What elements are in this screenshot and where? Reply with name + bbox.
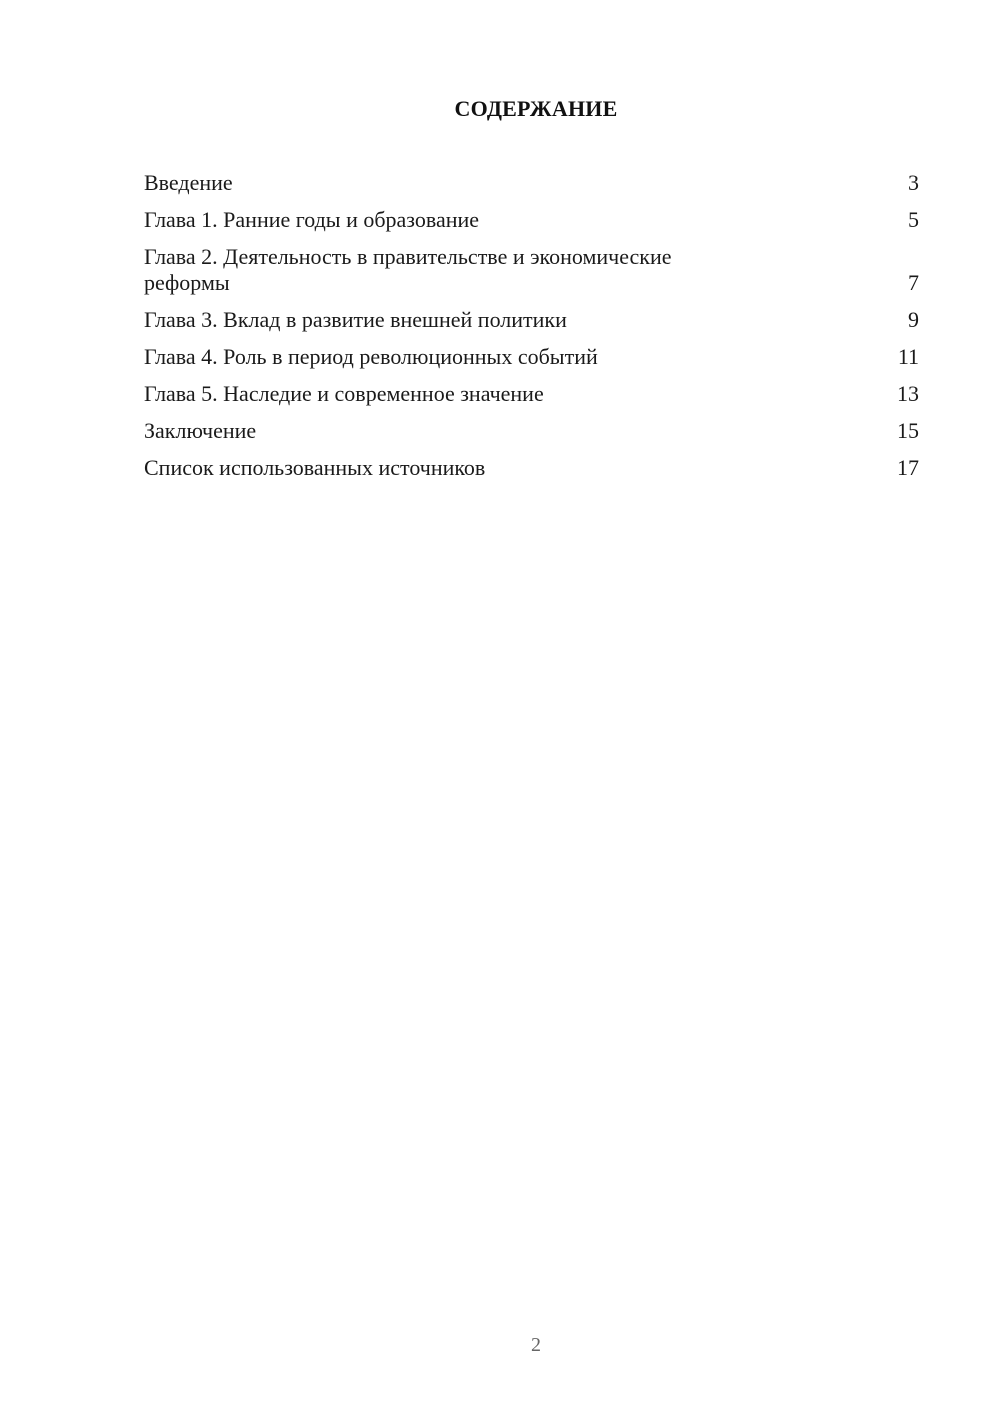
toc-entry-label: Глава 3. Вклад в развитие внешней политики <box>144 307 567 332</box>
toc-entry-page: 11 <box>897 344 919 369</box>
toc-entry-chapter-1 <box>144 207 919 233</box>
page-number: 2 <box>531 1334 541 1356</box>
toc-entry-chapter-5 <box>144 381 919 407</box>
toc-entry-label: Список использованных источников <box>144 455 486 480</box>
toc-entry-label: Глава 4. Роль в период революционных событий <box>144 344 598 369</box>
toc-entry-page: 15 <box>897 418 919 443</box>
toc-entry-page: 7 <box>908 270 919 295</box>
toc-entry-page: 3 <box>908 170 919 195</box>
toc-entry-page: 17 <box>897 455 919 480</box>
toc-entry-page: 9 <box>908 307 919 332</box>
toc-entry-label: Глава 5. Наследие и современное значение <box>144 381 544 406</box>
toc-entry-chapter-2 <box>144 244 919 296</box>
toc-entry-chapter-4 <box>144 344 919 370</box>
toc-entry-label: Глава 1. Ранние годы и образование <box>144 207 480 232</box>
toc-entry-introduction <box>144 170 919 196</box>
toc-entry-label: Введение <box>144 170 233 195</box>
toc-entry-page: 5 <box>908 207 919 232</box>
toc-entry-references <box>144 455 919 481</box>
toc-entry-label: Заключение <box>144 418 257 443</box>
table-of-contents <box>144 170 919 492</box>
toc-entry-label: Глава 2. Деятельность в правительстве и экономические реформы <box>144 244 672 295</box>
toc-entry-conclusion <box>144 418 919 444</box>
toc-entry-chapter-3 <box>144 307 919 333</box>
toc-entry-page: 13 <box>897 381 919 406</box>
page-title: СОДЕРЖАНИЕ <box>454 96 618 121</box>
